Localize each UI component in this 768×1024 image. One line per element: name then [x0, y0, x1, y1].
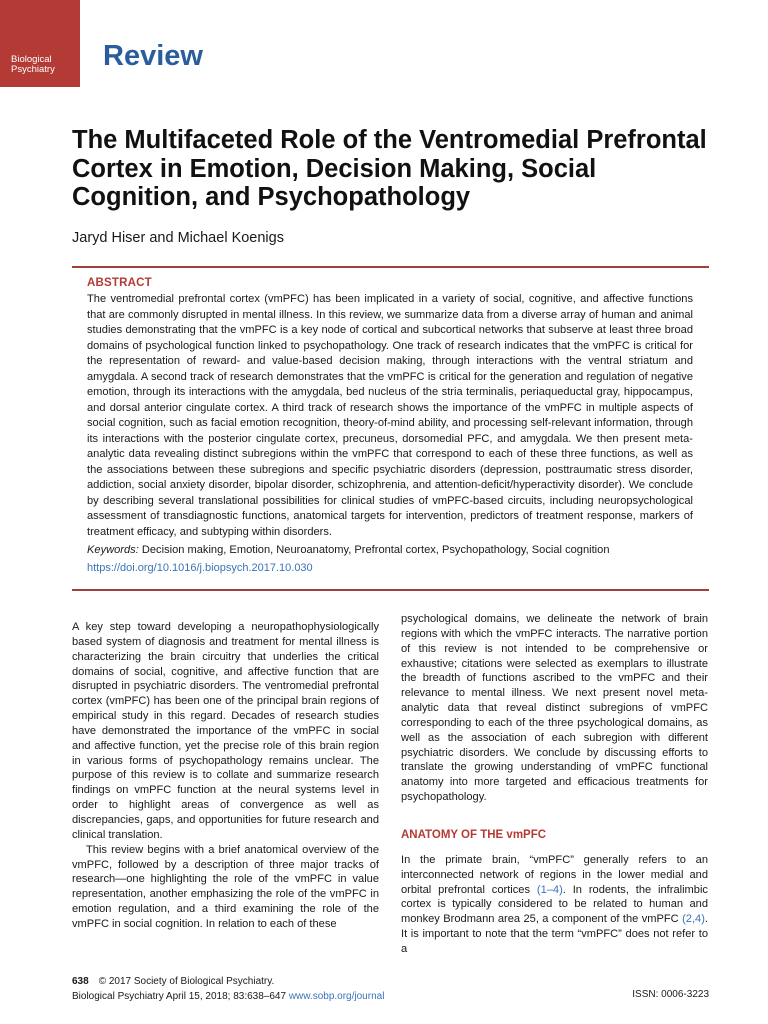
body-paragraph: [401, 853, 708, 957]
doi-link[interactable]: https://doi.org/10.1016/j.biopsych.2017.10.030: [87, 562, 313, 574]
body-column-right: [401, 612, 708, 957]
body-text: . It is important to note that the term “vmPFC” does not refer to a: [401, 913, 708, 955]
journal-url-link[interactable]: www.sobp.org/journal: [288, 991, 385, 1002]
body-paragraph: A key step toward developing a neuropathophysiologically based system of diagnosis and treatment for mental illness is characterizing the brain circuitry that underlies the critical domains of social, cognitive, and affective function that are disrupted in psychiatric disorders. The ventromedial prefrontal cortex (vmPFC) has been one of the principal brain regions of empirical study in this regard. Decades of research studies have demonstrated the importance of the vmPFC in social and affective function, yet the precise role of this brain region in various forms of psychopathology remains unclear. The purpose of this review is to collate and summarize research findings on vmPFC function at the neural systems level in order to highlight areas of convergence as well as discrepancies, gaps, and opportunities for future research and clinical translation.: [72, 621, 379, 841]
citation-link[interactable]: (2,4): [682, 913, 705, 926]
abstract-bottom-rule: [72, 589, 709, 591]
keywords-label: Keywords:: [87, 544, 139, 556]
keywords-list: Decision making, Emotion, Neuroanatomy, Prefrontal cortex, Psychopathology, Social cognition: [138, 544, 610, 556]
authors: Jaryd Hiser and Michael Koenigs: [72, 230, 284, 246]
section-heading-anatomy: ANATOMY OF THE vmPFC: [401, 828, 547, 841]
body-paragraph: This review begins with a brief anatomical overview of the vmPFC, followed by a description of three major tracks of research—one highlighting the role of the vmPFC in value representation, another emphasizing the role of the vmPFC in emotion regulation, and a third examining the role of the vmPFC in social cognition. In relation to each of these: [72, 843, 379, 930]
keywords: [87, 543, 707, 558]
footer: [72, 974, 384, 1004]
citation-link[interactable]: (1–4): [536, 883, 563, 896]
abstract-text: The ventromedial prefrontal cortex (vmPFC) has been implicated in a variety of social, cognitive, and affective functions that are commonly disrupted in mental illness. In this review, we summarize data from a diverse array of human and animal studies demonstrating that the vmPFC is a key node of cortical and subcortical networks that subserve at least three broad domains of psychological function linked to psychopathology. One track of research indicates that the vmPFC is critical for the representation of reward- and value-based decision making, through interactions with the ventral striatum and amygdala. A second track of research demonstrates that the vmPFC is critical for the generation and regulation of negative emotion, through its interactions with the amygdala, bed nucleus of the stria terminalis, periaqueductal gray, hippocampus, and dorsal anterior cingulate cortex. A third track of research shows the importance of the vmPFC in multiple aspects of social cognition, such as facial emotion recognition, theory-of-mind ability, and processing self-relevant information, through its interactions with the posterior cingulate cortex, precuneus, dorsomedial PFC, and amygdala. We then present meta-analytic data revealing distinct subregions within the vmPFC that correspond to each of these three functions, as well as the associations between these subregions and specific psychiatric disorders (depression, posttraumatic stress disorder, addiction, social anxiety disorder, bipolar disorder, schizophrenia, and attention-deficit/hyperactivity disorder). We conclude by describing several translational possibilities for clinical studies of vmPFC-based circuits, including neuropsychological assessment of transdiagnostic functions, anatomical targets for intervention, predictors of treatment response, markers of treatment efficacy, and subtyping within disorders.: [87, 293, 693, 538]
body-column-left: [72, 620, 379, 932]
paper-title: The Multifaceted Role of the Ventromedial Prefrontal Cortex in Emotion, Decision Making, Social Cognition, and Psychopathology: [72, 126, 707, 211]
body-text: In the primate brain, “vmPFC” generally refers to an interconnected network of regions in the lower medial and orbital prefrontal cortices: [401, 853, 708, 896]
journal-name-line1: Biological: [11, 54, 52, 65]
body-paragraph: psychological domains, we delineate the network of brain regions with which the vmPFC interacts. The narrative portion of this review is not intended to be comprehensive or exhaustive; citations were selected as exemplars to illustrate the breadth of functions ascribed to the vmPFC and their relevance to mental illness. We next present novel meta-analytic data that reveal distinct subregions of vmPFC corresponding to each of the three psychological domains, as well as the association of each subregion with different psychiatric disorders. We conclude by discussing efforts to translate the growing understanding of vmPFC functional anatomy into more targeted and efficacious treatments for psychopathology.: [401, 613, 708, 804]
journal-name-line2: Psychiatry: [11, 64, 55, 75]
section-label: Review: [103, 40, 203, 72]
journal-logo: [0, 0, 80, 87]
issn: ISSN: 0006-3223: [632, 989, 709, 1000]
abstract-top-rule: [72, 266, 709, 268]
citation: Biological Psychiatry April 15, 2018; 83:638–647: [72, 991, 289, 1002]
copyright: © 2017 Society of Biological Psychiatry.: [98, 976, 275, 987]
abstract-heading: ABSTRACT: [87, 277, 152, 289]
body-text: . In rodents, the infralimbic cortex is typically considered to be related to human and monkey Brodmann area 25, a component of the vmPFC: [401, 883, 708, 926]
page-number: 638: [72, 976, 89, 987]
